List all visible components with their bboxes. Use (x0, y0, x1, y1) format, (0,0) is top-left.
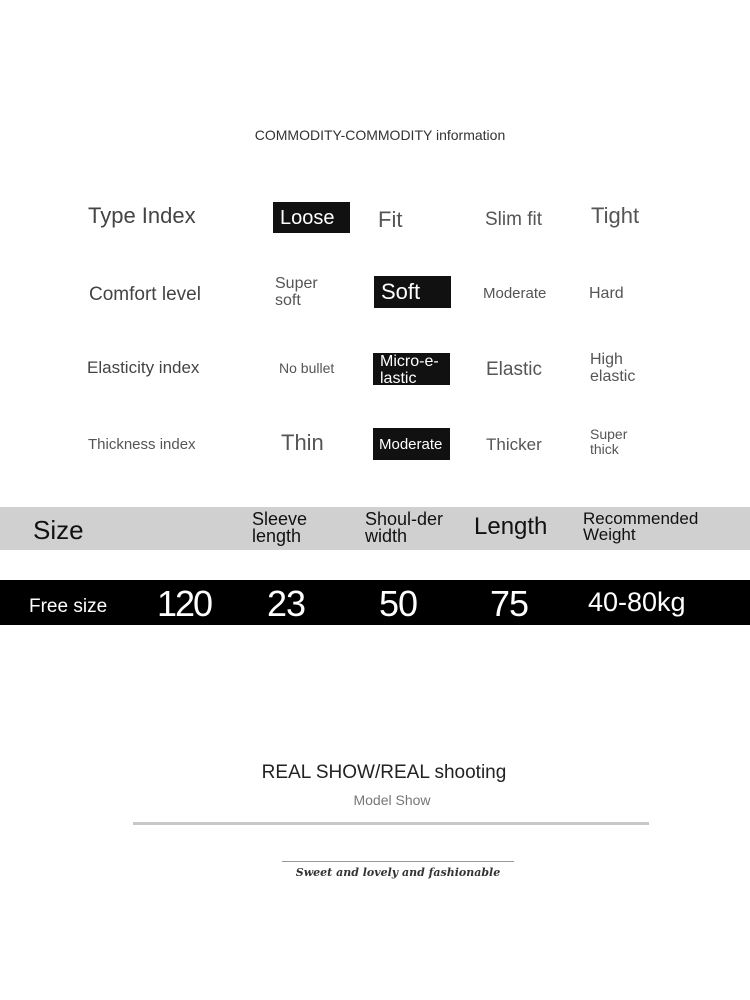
type-index-label: Type Index (88, 203, 196, 228)
elasticity-option-no-bullet: No bullet (279, 360, 335, 376)
size-header-recommended-weight: Recommended Weight (583, 509, 699, 545)
page-title: COMMODITY-COMMODITY information (254, 127, 506, 143)
comfort-option-moderate: Moderate (483, 285, 547, 302)
tagline: Sweet and lovely and fashionable (295, 866, 501, 879)
size-value-free-size: Free size (29, 596, 108, 617)
size-value-length: 50 (379, 583, 418, 624)
type-option-fit: Fit (378, 207, 403, 232)
section-divider (133, 822, 649, 825)
elasticity-option-micro-elastic: Micro-e-lastic (373, 353, 450, 385)
comfort-level-label: Comfort level (89, 284, 201, 305)
thickness-option-moderate: Moderate (373, 428, 450, 460)
elasticity-index-label: Elasticity index (87, 358, 200, 377)
type-index-row (0, 200, 750, 260)
size-table-values (0, 580, 750, 625)
elasticity-option-high-elastic: High elastic (590, 351, 636, 385)
size-value-length-2: 75 (490, 583, 529, 624)
real-show-title: REAL SHOW/REAL shooting (261, 762, 507, 783)
thickness-index-label: Thickness index (88, 436, 196, 453)
size-value-sleeve-length: 120 (157, 583, 212, 624)
size-value-recommended-weight: 40-80kg (588, 587, 686, 617)
type-option-slim-fit: Slim fit (485, 209, 542, 230)
type-option-tight: Tight (591, 203, 640, 228)
size-value-shoulder-width: 23 (267, 583, 306, 624)
elasticity-index-row (0, 352, 750, 412)
size-header-sleeve-length: Sleeve length (252, 509, 308, 547)
thickness-option-thin: Thin (281, 430, 324, 455)
thickness-option-super-thick: Super thick (590, 426, 628, 457)
comfort-option-soft: Soft (374, 276, 451, 308)
thickness-index-row (0, 427, 750, 487)
size-header-length: Length (474, 513, 548, 540)
thickness-option-thicker: Thicker (486, 435, 542, 454)
comfort-option-super-soft: Super soft (275, 275, 318, 309)
elasticity-option-elastic: Elastic (486, 359, 542, 380)
real-show-subtitle: Model Show (353, 792, 431, 808)
size-table-header (0, 507, 750, 550)
tagline-divider (282, 861, 514, 862)
size-header-size: Size (33, 515, 84, 545)
comfort-level-row (0, 275, 750, 335)
size-header-shoulder-width: Shoul-der width (365, 509, 444, 547)
type-option-loose: Loose (273, 202, 350, 233)
comfort-option-hard: Hard (589, 285, 624, 302)
